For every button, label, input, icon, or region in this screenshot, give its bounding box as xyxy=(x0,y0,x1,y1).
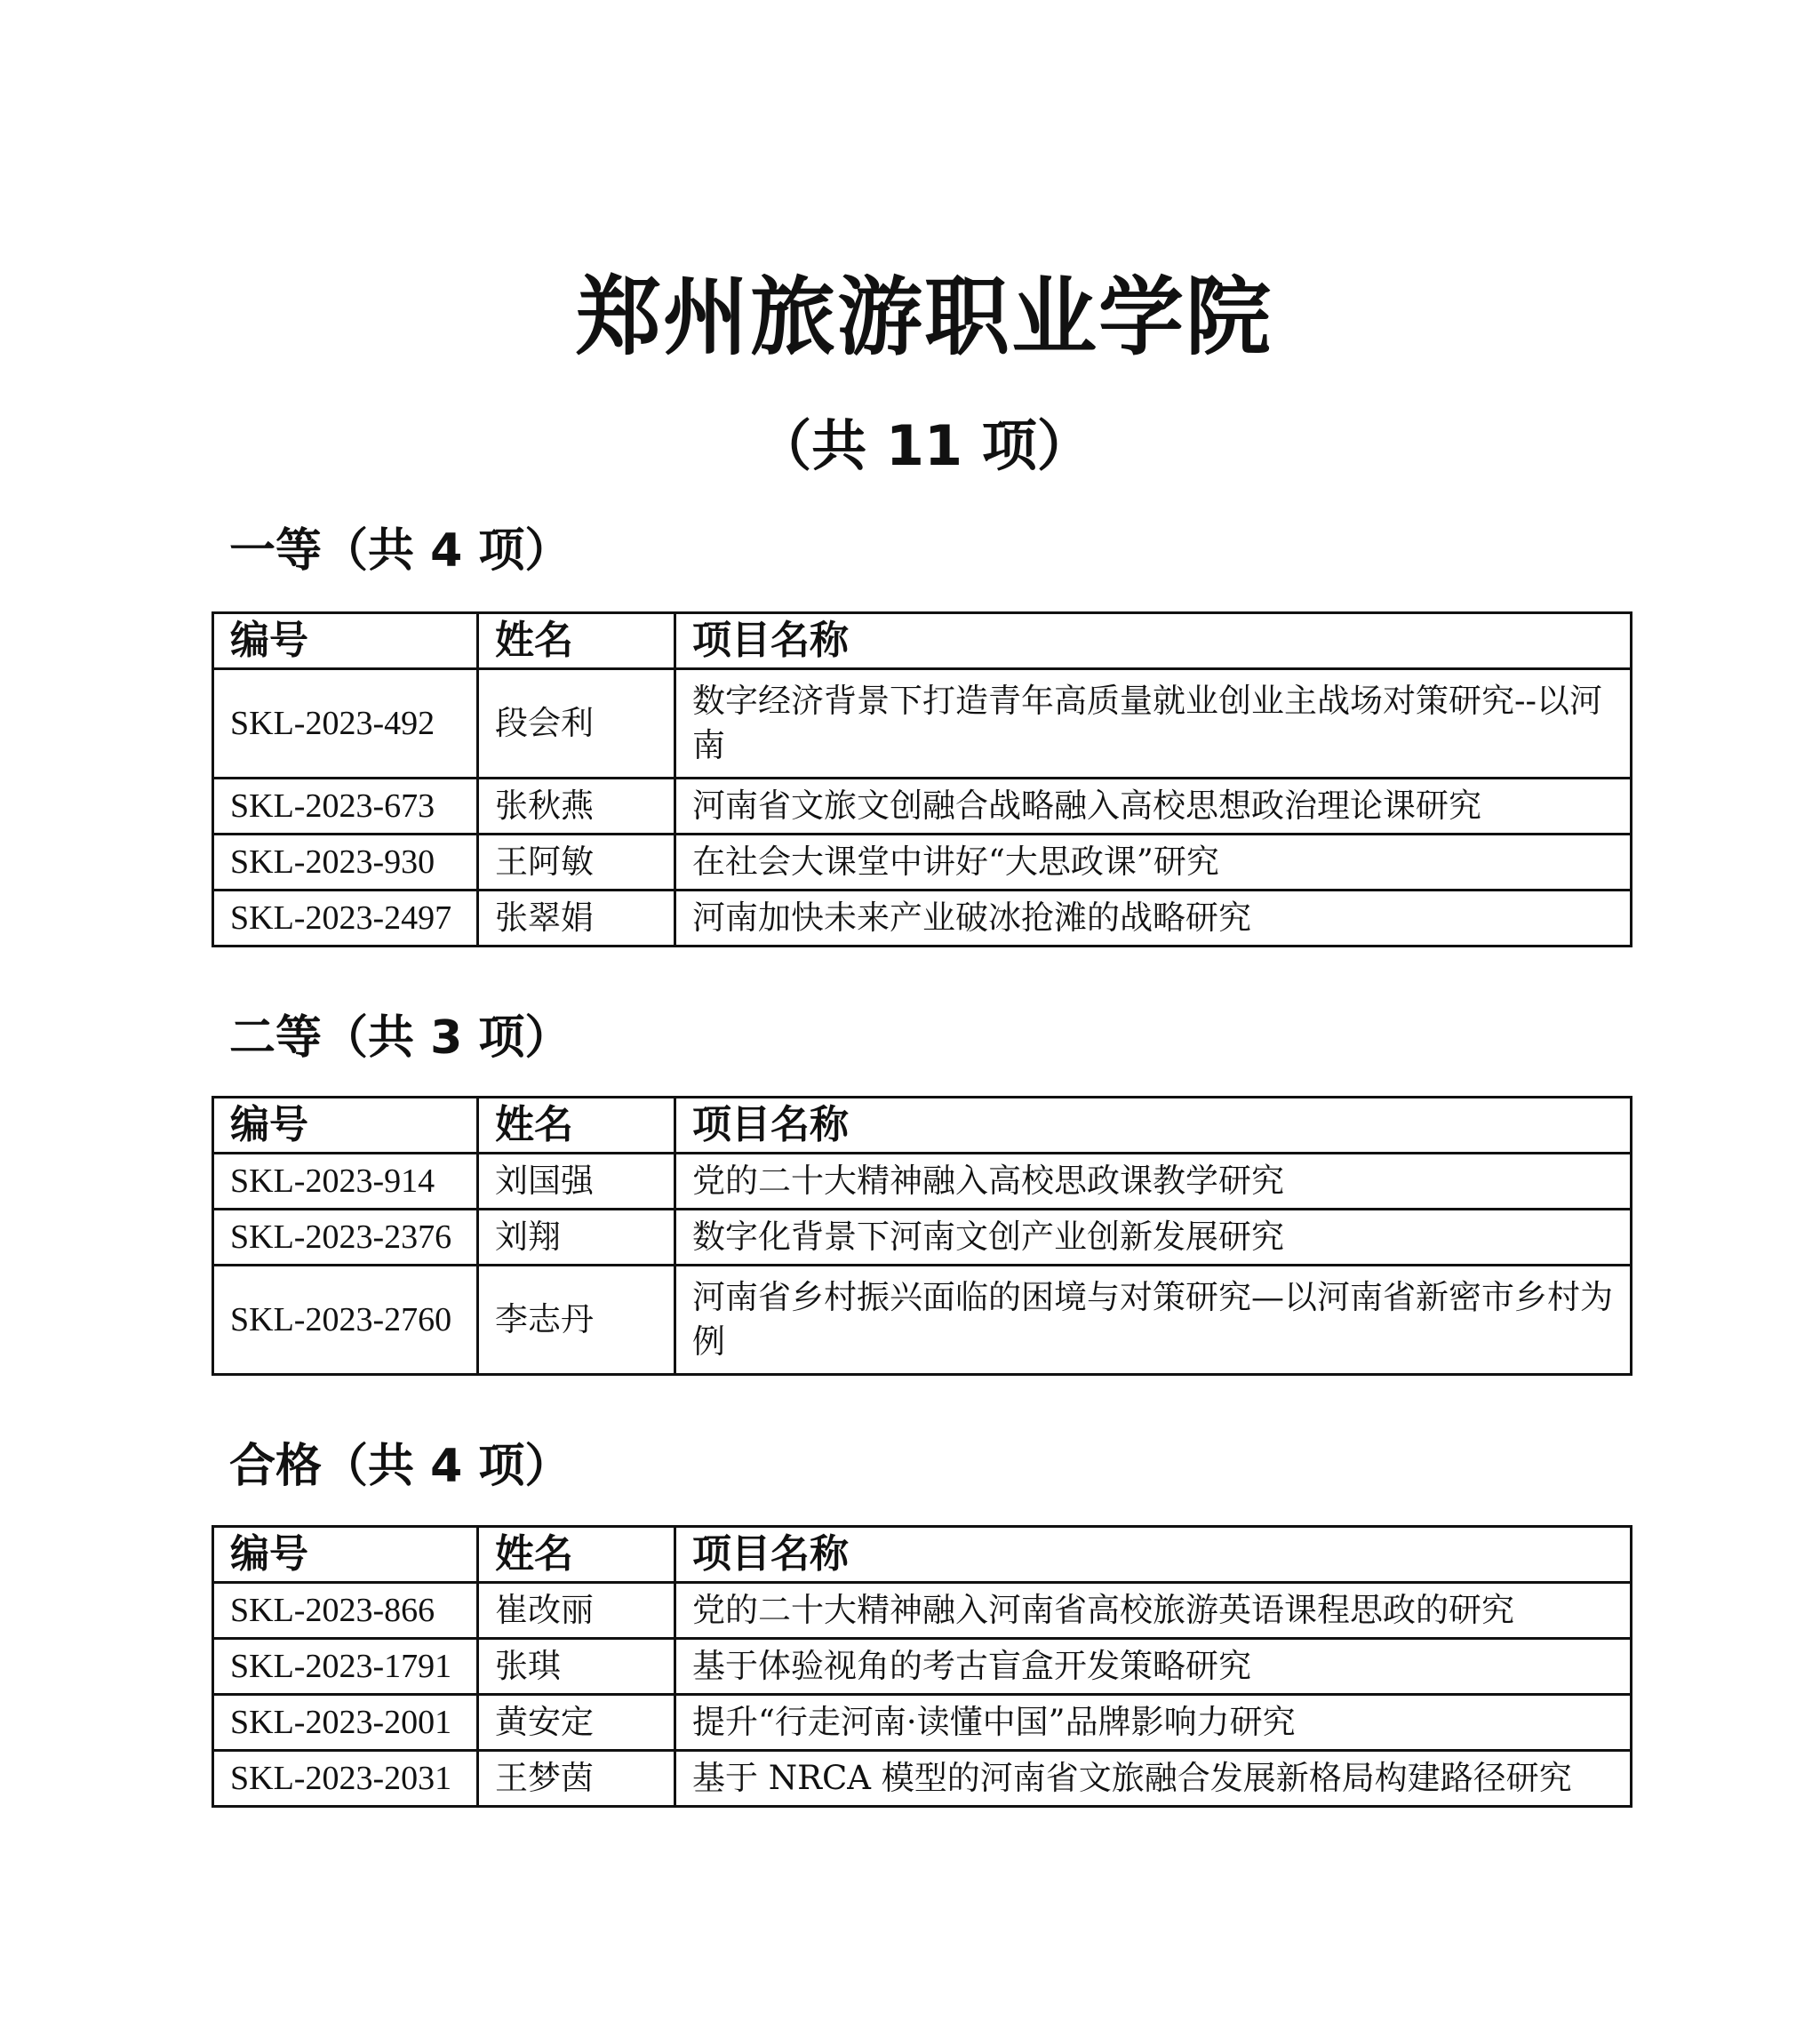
table-row xyxy=(213,1266,1632,1375)
table-header-row xyxy=(213,613,1632,669)
table-row xyxy=(213,669,1632,779)
header-project: 项目名称 xyxy=(675,1098,1632,1154)
header-code: 编号 xyxy=(213,1098,478,1154)
header-name: 姓名 xyxy=(478,1098,675,1154)
table-row xyxy=(213,1210,1632,1266)
table-row xyxy=(213,1751,1632,1807)
cell-project: 数字经济背景下打造青年高质量就业创业主战场对策研究--以河南 xyxy=(675,669,1632,779)
cell-project: 党的二十大精神融入河南省高校旅游英语课程思政的研究 xyxy=(675,1583,1632,1639)
cell-code: SKL-2023-492 xyxy=(213,669,478,779)
header-project: 项目名称 xyxy=(675,613,1632,669)
cell-code: SKL-2023-2760 xyxy=(213,1266,478,1375)
table-first-prize xyxy=(212,611,1632,947)
cell-name: 刘国强 xyxy=(478,1154,675,1210)
cell-code: SKL-2023-1791 xyxy=(213,1639,478,1695)
table-header-row xyxy=(213,1527,1632,1583)
cell-project: 基于 NRCA 模型的河南省文旅融合发展新格局构建路径研究 xyxy=(675,1751,1632,1807)
cell-project: 河南省文旅文创融合战略融入高校思想政治理论课研究 xyxy=(675,779,1632,835)
cell-name: 张秋燕 xyxy=(478,779,675,835)
cell-code: SKL-2023-2376 xyxy=(213,1210,478,1266)
cell-code: SKL-2023-2497 xyxy=(213,891,478,947)
cell-code: SKL-2023-2031 xyxy=(213,1751,478,1807)
page-subtitle: （共 11 项） xyxy=(756,413,1092,478)
cell-name: 崔改丽 xyxy=(478,1583,675,1639)
cell-code: SKL-2023-2001 xyxy=(213,1695,478,1751)
table-qualified xyxy=(212,1525,1632,1808)
section-heading-second-prize: 二等（共 3 项） xyxy=(229,1011,571,1065)
cell-project: 提升“行走河南·读懂中国”品牌影响力研究 xyxy=(675,1695,1632,1751)
cell-name: 张琪 xyxy=(478,1639,675,1695)
header-code: 编号 xyxy=(213,613,478,669)
cell-name: 段会利 xyxy=(478,669,675,779)
header-project: 项目名称 xyxy=(675,1527,1632,1583)
cell-name: 李志丹 xyxy=(478,1266,675,1375)
section-heading-qualified: 合格（共 4 项） xyxy=(229,1440,571,1493)
header-name: 姓名 xyxy=(478,1527,675,1583)
cell-name: 王梦茵 xyxy=(478,1751,675,1807)
section-heading-first-prize: 一等（共 4 项） xyxy=(229,524,571,578)
page-title: 郑州旅游职业学院 xyxy=(576,268,1273,367)
table-row xyxy=(213,891,1632,947)
cell-project: 基于体验视角的考古盲盒开发策略研究 xyxy=(675,1639,1632,1695)
table-header-row xyxy=(213,1098,1632,1154)
table-row xyxy=(213,835,1632,891)
table-second-prize xyxy=(212,1096,1632,1376)
cell-name: 王阿敏 xyxy=(478,835,675,891)
cell-name: 刘翔 xyxy=(478,1210,675,1266)
table-row xyxy=(213,1154,1632,1210)
table-row xyxy=(213,1695,1632,1751)
cell-name: 张翠娟 xyxy=(478,891,675,947)
cell-code: SKL-2023-930 xyxy=(213,835,478,891)
cell-code: SKL-2023-673 xyxy=(213,779,478,835)
cell-project: 在社会大课堂中讲好“大思政课”研究 xyxy=(675,835,1632,891)
table-row xyxy=(213,1583,1632,1639)
table-row xyxy=(213,1639,1632,1695)
cell-code: SKL-2023-866 xyxy=(213,1583,478,1639)
cell-project: 河南加快未来产业破冰抢滩的战略研究 xyxy=(675,891,1632,947)
cell-name: 黄安定 xyxy=(478,1695,675,1751)
table-row xyxy=(213,779,1632,835)
cell-project: 数字化背景下河南文创产业创新发展研究 xyxy=(675,1210,1632,1266)
cell-code: SKL-2023-914 xyxy=(213,1154,478,1210)
cell-project: 河南省乡村振兴面临的困境与对策研究—以河南省新密市乡村为例 xyxy=(675,1266,1632,1375)
header-code: 编号 xyxy=(213,1527,478,1583)
cell-project: 党的二十大精神融入高校思政课教学研究 xyxy=(675,1154,1632,1210)
header-name: 姓名 xyxy=(478,613,675,669)
